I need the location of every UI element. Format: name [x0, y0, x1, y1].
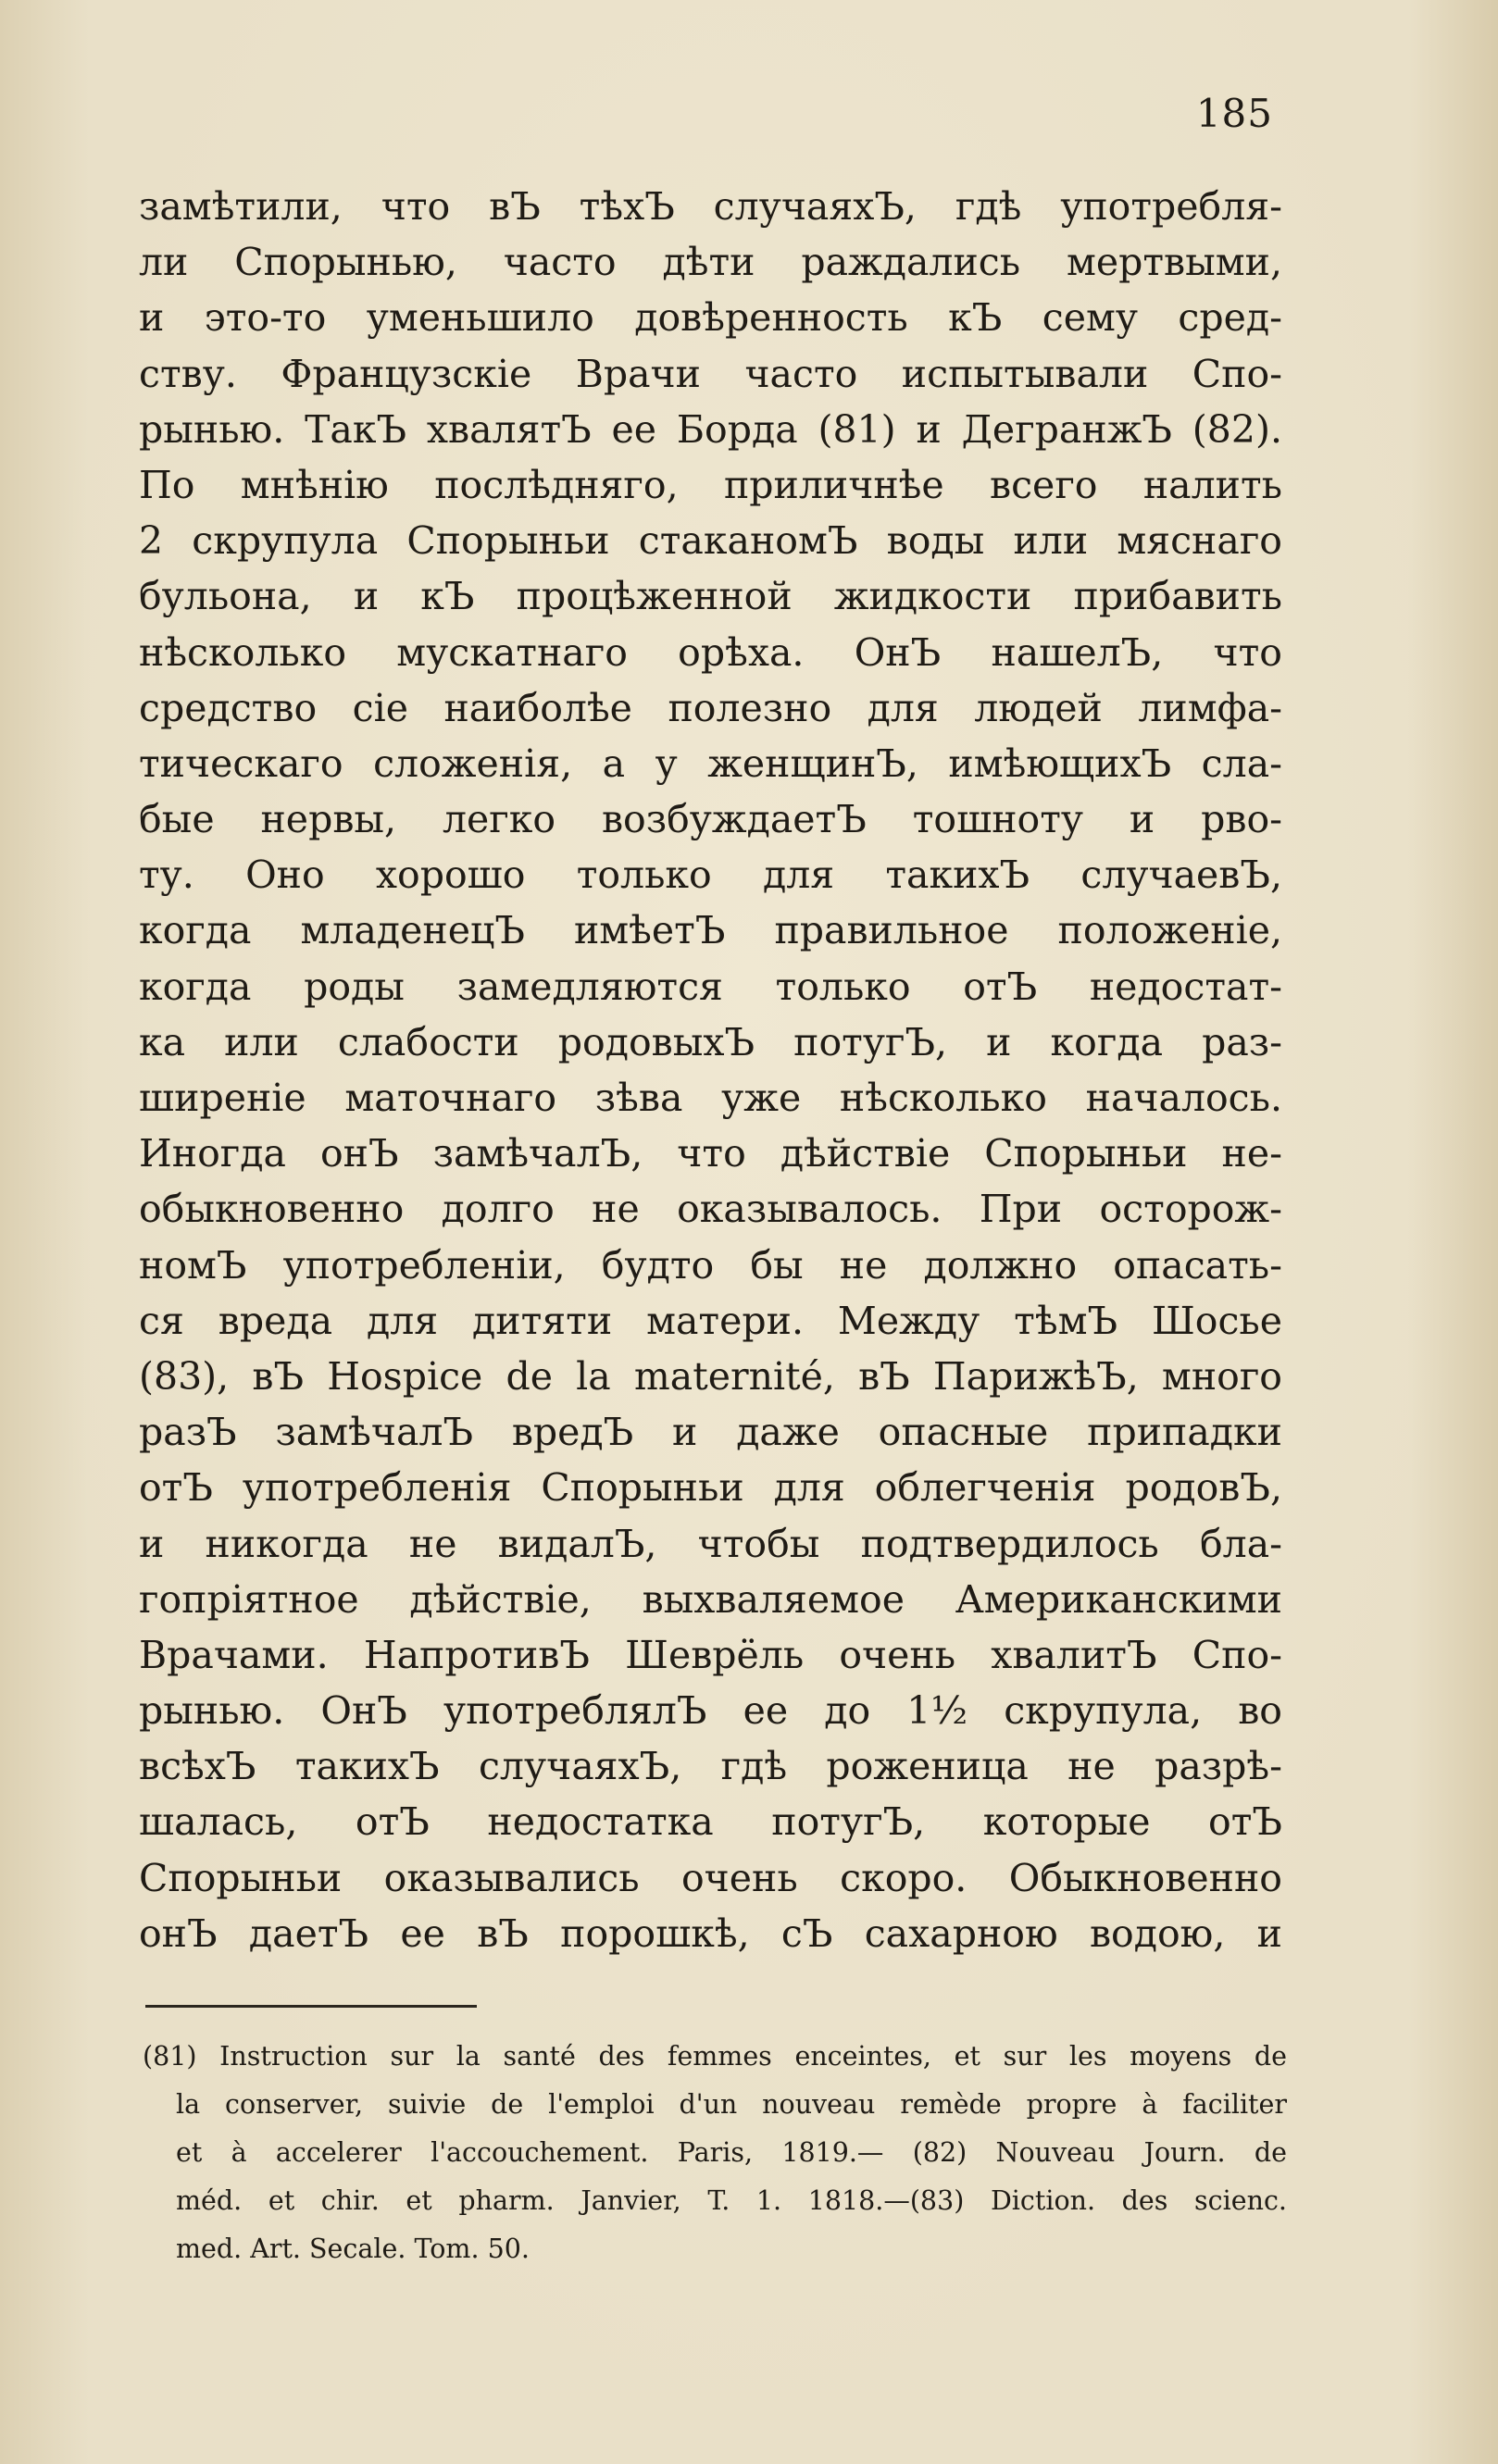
footnote-separator [145, 2005, 477, 2008]
text-line: замѣтили, что вЪ тѣхЪ случаяхЪ, гдѣ употребля- [139, 184, 1282, 229]
text-line: и это-то уменьшило довѣренность кЪ сему сред- [139, 295, 1282, 341]
text-line: нѣсколько мускатнаго орѣха. ОнЪ нашелЪ, что [139, 629, 1282, 675]
body-text [139, 179, 1282, 1961]
text-line: и никогда не видалЪ, чтобы подтвердилось бла- [139, 1521, 1282, 1566]
text-line: ли Спорынью, часто дѣти раждались мертвыми, [139, 240, 1282, 285]
text-line: рынью. ТакЪ хвалятЪ ее Борда (81) и ДегранжЪ (82). [139, 406, 1282, 452]
text-line: ка или слабости родовыхЪ потугЪ, и когда раз- [139, 1019, 1282, 1064]
text-line: ширеніе маточнаго зѣва уже нѣсколько началось. [139, 1076, 1282, 1120]
text-line: всѣхЪ такихЪ случаяхЪ, гдѣ роженица не разрѣ- [139, 1744, 1282, 1789]
text-line: шалась, отЪ недостатка потугЪ, которые отЪ [139, 1799, 1282, 1845]
text-line: отЪ употребленія Спорыньи для облегченія родовЪ, [139, 1465, 1282, 1511]
text-line: (83), вЪ Hospice de la maternité, вЪ ПарижѣЪ, много [139, 1353, 1282, 1399]
text-line: ту. Оно хорошо только для такихЪ случаевЪ, [139, 852, 1282, 898]
footnote-line: (81) Instruction sur la santé des femmes enceintes, et sur les moyens de [143, 2041, 1287, 2072]
text-line: гопріятное дѣйствіе, выхваляемое Американскими [139, 1576, 1282, 1622]
text-line: когда роды замедляются только отЪ недостат- [139, 964, 1282, 1009]
text-line: онЪ даетЪ ее вЪ порошкѣ, сЪ сахарною водою, и [139, 1910, 1282, 1956]
text-line: Иногда онЪ замѣчалЪ, что дѣйствіе Спорыньи не- [139, 1131, 1282, 1176]
text-line: средство сіе наиболѣе полезно для людей лимфа- [139, 685, 1282, 730]
text-line: бые нервы, легко возбуждаетЪ тошноту и рво- [139, 797, 1282, 842]
text-line: Врачами. НапротивЪ Шеврёль очень хвалитЪ Спо- [139, 1632, 1282, 1677]
text-line: ся вреда для дитяти матери. Между тѣмЪ Шосье [139, 1298, 1282, 1343]
footnote-line: med. Art. Secale. Tom. 50. [176, 2234, 530, 2264]
text-line: когда младенецЪ имѣетЪ правильное положеніе, [139, 908, 1282, 953]
text-line: 2 скрупула Спорыньи стаканомЪ воды или мяснаго [139, 518, 1282, 564]
footnote-line: méd. et chir. et pharm. Janvier, T. 1. 1818.—(83) Diction. des scienc. [176, 2185, 1287, 2216]
text-line: Спорыньи оказывались очень скоро. Обыкновенно [139, 1855, 1282, 1900]
text-line: тическаго сложенія, а у женщинЪ, имѣющихЪ сла- [139, 740, 1282, 786]
text-line: разЪ замѣчалЪ вредЪ и даже опасные припадки [139, 1410, 1282, 1455]
text-line: По мнѣнію послѣдняго, приличнѣе всего налить [139, 462, 1282, 507]
text-line: рынью. ОнЪ употреблялЪ ее до 1½ скрупула, во [139, 1688, 1282, 1734]
footnotes [139, 2033, 1287, 2273]
footnote-line: la conserver, suivie de l'emploi d'un nouveau remède propre à faciliter [176, 2089, 1287, 2120]
page-number: 185 [1195, 91, 1273, 136]
footnote-line: et à accelerer l'accouchement. Paris, 1819.— (82) Nouveau Journ. de [176, 2137, 1287, 2168]
text-line: ству. Французскіе Врачи часто испытывали Спо- [139, 351, 1282, 396]
text-line: обыкновенно долго не оказывалось. При осторож- [139, 1187, 1282, 1232]
text-line: бульона, и кЪ процѣженной жидкости прибавить [139, 574, 1282, 619]
text-line: номЪ употребленіи, будто бы не должно опасать- [139, 1242, 1282, 1288]
